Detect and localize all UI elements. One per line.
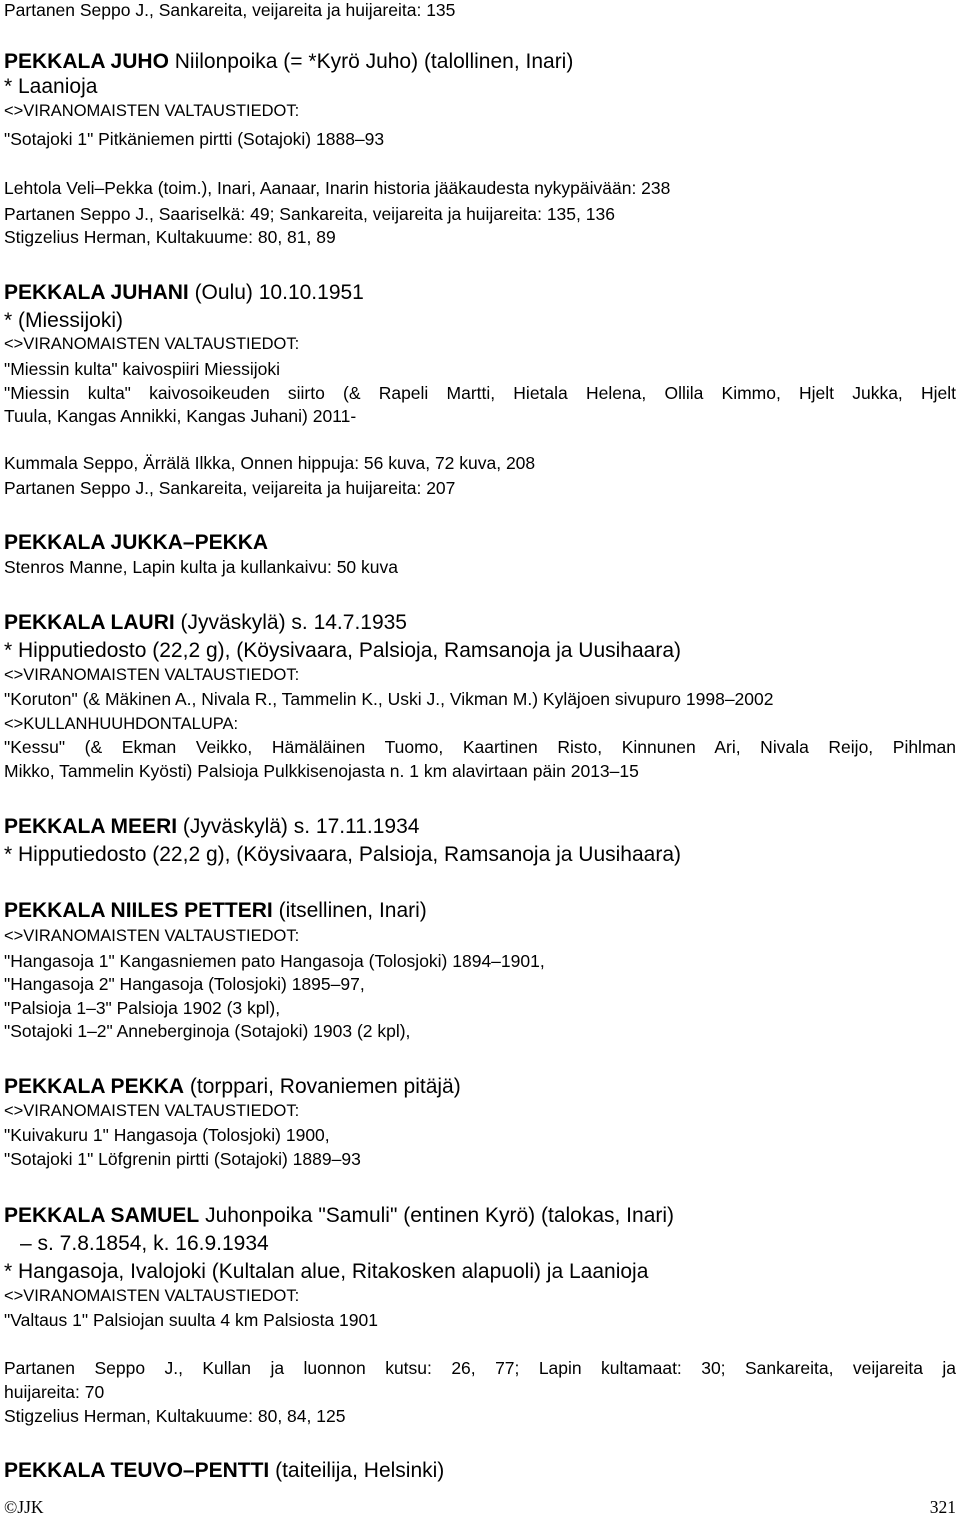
entry-name: PEKKALA SAMUEL xyxy=(4,1204,200,1227)
entry-heading-pekkala-meeri xyxy=(4,814,419,839)
section-label: <>KULLANHUUHDONTALUPA: xyxy=(4,715,239,733)
reference-line: huijareita: 70 xyxy=(4,1382,105,1402)
entry-name: PEKKALA NIILES PETTERI xyxy=(4,899,273,922)
claim-line: "Sotajoki 1" Löfgrenin pirtti (Sotajoki) 1889–93 xyxy=(4,1149,361,1169)
reference-line: Stenros Manne, Lapin kulta ja kullankaivu: 50 kuva xyxy=(4,557,398,577)
section-label: <>VIRANOMAISTEN VALTAUSTIEDOT: xyxy=(4,666,300,684)
claim-line: "Valtaus 1" Palsiojan suulta 4 km Palsiosta 1901 xyxy=(4,1310,378,1330)
section-label: <>VIRANOMAISTEN VALTAUSTIEDOT: xyxy=(4,102,300,120)
reference-line: Partanen Seppo J., Kullan ja luonnon kutsu: 26, 77; Lapin kultamaat: 30; Sankareita, veijareita ja xyxy=(4,1358,956,1378)
section-label: <>VIRANOMAISTEN VALTAUSTIEDOT: xyxy=(4,927,300,945)
entry-name: PEKKALA LAURI xyxy=(4,611,175,634)
entry-heading-pekkala-jukka-pekka xyxy=(4,530,268,555)
location-line: * Laanioja xyxy=(4,75,98,98)
section-label: <>VIRANOMAISTEN VALTAUSTIEDOT: xyxy=(4,1102,300,1120)
entry-details: (torppari, Rovaniemen pitäjä) xyxy=(184,1075,461,1098)
reference-line: Partanen Seppo J., Saariselkä: 49; Sankareita, veijareita ja huijareita: 135, 136 xyxy=(4,204,615,224)
entry-name: PEKKALA TEUVO–PENTTI xyxy=(4,1459,270,1482)
entry-name: PEKKALA JUHANI xyxy=(4,281,189,304)
entry-details: (itsellinen, Inari) xyxy=(272,899,427,922)
entry-name: PEKKALA PEKKA xyxy=(4,1075,185,1098)
entry-details: (taiteilija, Helsinki) xyxy=(269,1459,445,1482)
location-line: * Hipputiedosto (22,2 g), (Köysivaara, Palsioja, Ramsanoja ja Uusihaara) xyxy=(4,639,682,662)
entry-heading-pekkala-niiles-petteri xyxy=(4,898,427,923)
claim-line: "Hangasoja 2" Hangasoja (Tolosjoki) 1895–97, xyxy=(4,974,365,994)
life-dates-line: – s. 7.8.1854, k. 16.9.1934 xyxy=(20,1232,269,1255)
reference-line: Stigzelius Herman, Kultakuume: 80, 81, 89 xyxy=(4,227,336,247)
entry-name: PEKKALA JUHO xyxy=(4,50,169,73)
entry-heading-pekkala-samuel xyxy=(4,1203,674,1228)
page-number: 321 xyxy=(929,1497,956,1517)
entry-heading-pekkala-juho xyxy=(4,49,573,74)
claim-line: "Miessin kulta" kaivospiiri Miessijoki xyxy=(4,359,280,379)
reference-line: Kummala Seppo, Ärrälä Ilkka, Onnen hippuja: 56 kuva, 72 kuva, 208 xyxy=(4,453,536,473)
claim-line: "Sotajoki 1–2" Anneberginoja (Sotajoki) 1903 (2 kpl), xyxy=(4,1021,411,1041)
entry-heading-pekkala-teuvo-pentti xyxy=(4,1458,444,1483)
entry-details: (Oulu) 10.10.1951 xyxy=(188,281,364,304)
claim-line: "Palsioja 1–3" Palsioja 1902 (3 kpl), xyxy=(4,998,281,1018)
reference-line: Lehtola Veli–Pekka (toim.), Inari, Aanaar, Inarin historia jääkaudesta nykypäivään: 238 xyxy=(4,178,671,198)
entry-heading-pekkala-juhani xyxy=(4,280,364,305)
entry-name: PEKKALA MEERI xyxy=(4,815,178,838)
entry-details: Niilonpoika (= *Kyrö Juho) (talollinen, Inari) xyxy=(168,50,574,73)
entry-heading-pekkala-lauri xyxy=(4,610,407,635)
reference-line: Partanen Seppo J., Sankareita, veijareita ja huijareita: 135 xyxy=(4,0,456,20)
claim-line: "Sotajoki 1" Pitkäniemen pirtti (Sotajoki) 1888–93 xyxy=(4,129,385,149)
copyright-footer: ©JJK xyxy=(4,1497,44,1517)
reference-line: Partanen Seppo J., Sankareita, veijareita ja huijareita: 207 xyxy=(4,478,456,498)
entry-details: (Jyväskylä) s. 14.7.1935 xyxy=(174,611,407,634)
location-line: * Hangasoja, Ivalojoki (Kultalan alue, Ritakosken alapuoli) ja Laanioja xyxy=(4,1260,649,1283)
claim-line: "Hangasoja 1" Kangasniemen pato Hangasoja (Tolosjoki) 1894–1901, xyxy=(4,951,545,971)
entry-name: PEKKALA JUKKA–PEKKA xyxy=(4,531,269,554)
claim-line: "Miessin kulta" kaivosoikeuden siirto (& Rapeli Martti, Hietala Helena, Ollila Kimmo, Hjelt Jukka, Hjelt xyxy=(4,383,956,403)
reference-line: Stigzelius Herman, Kultakuume: 80, 84, 125 xyxy=(4,1406,346,1426)
entry-details: (Jyväskylä) s. 17.11.1934 xyxy=(177,815,420,838)
location-line: * Hipputiedosto (22,2 g), (Köysivaara, Palsioja, Ramsanoja ja Uusihaara) xyxy=(4,843,682,866)
entry-details: Juhonpoika "Samuli" (entinen Kyrö) (talokas, Inari) xyxy=(199,1204,675,1227)
location-line: * (Miessijoki) xyxy=(4,309,124,332)
claim-line: "Kessu" (& Ekman Veikko, Hämäläinen Tuomo, Kaartinen Risto, Kinnunen Ari, Nivala Reijo, Pihlman xyxy=(4,737,956,757)
claim-line: "Koruton" (& Mäkinen A., Nivala R., Tammelin K., Uski J., Vikman M.) Kyläjoen sivupuro 1998–2002 xyxy=(4,689,774,709)
claim-line: Tuula, Kangas Annikki, Kangas Juhani) 2011- xyxy=(4,406,357,426)
entry-heading-pekkala-pekka xyxy=(4,1074,461,1099)
section-label: <>VIRANOMAISTEN VALTAUSTIEDOT: xyxy=(4,335,300,353)
section-label: <>VIRANOMAISTEN VALTAUSTIEDOT: xyxy=(4,1287,300,1305)
claim-line: "Kuivakuru 1" Hangasoja (Tolosjoki) 1900, xyxy=(4,1125,330,1145)
claim-line: Mikko, Tammelin Kyösti) Palsioja Pulkkisenojasta n. 1 km alavirtaan päin 2013–15 xyxy=(4,761,639,781)
